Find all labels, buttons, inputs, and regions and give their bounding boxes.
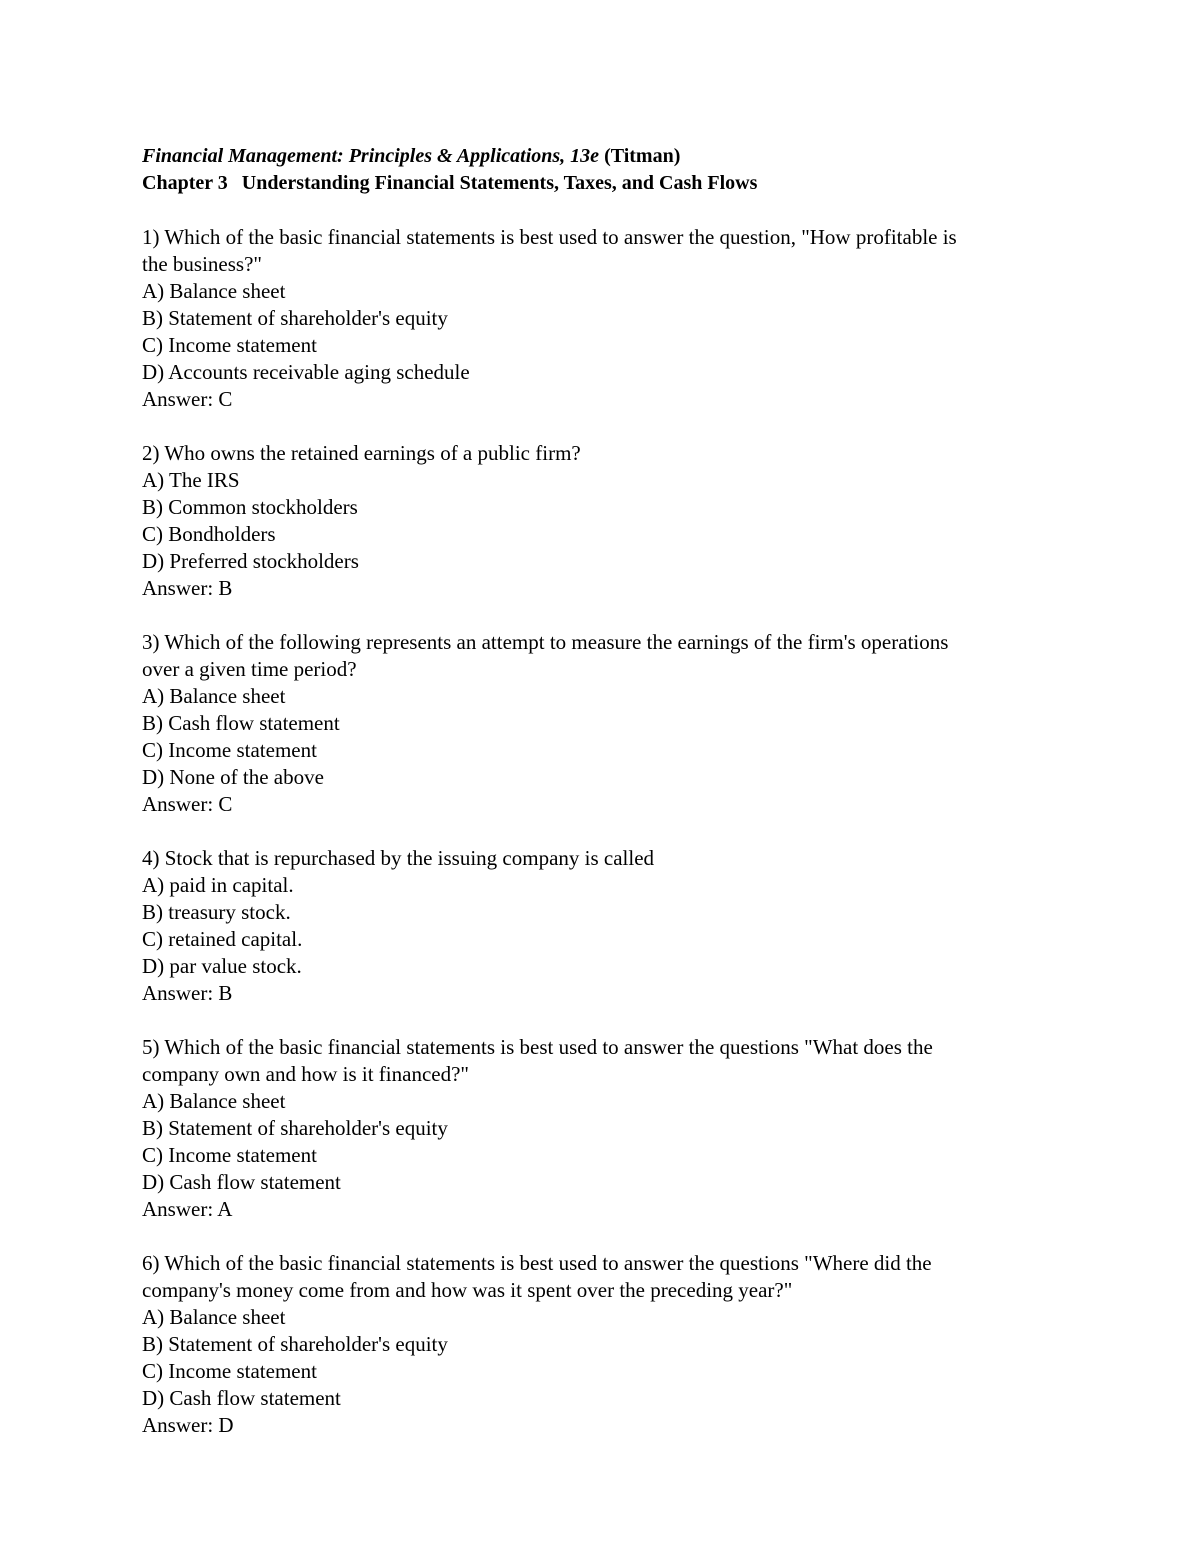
option-c: C) Income statement (142, 1143, 317, 1167)
option-b: B) Statement of shareholder's equity (142, 306, 448, 330)
question-stem-line-2: company's money come from and how was it spent over the preceding year?" (142, 1278, 793, 1302)
question-stem-line-1: 2) Who owns the retained earnings of a public firm? (142, 441, 581, 465)
question-6 (142, 1250, 1082, 1439)
option-b: B) Cash flow statement (142, 711, 340, 735)
chapter-title: Understanding Financial Statements, Taxes, and Cash Flows (241, 172, 758, 194)
option-c: C) Income statement (142, 333, 317, 357)
answer: Answer: A (142, 1197, 233, 1221)
option-d: D) par value stock. (142, 954, 302, 978)
option-d: D) Preferred stockholders (142, 549, 359, 573)
question-stem-line-1: 6) Which of the basic financial statements is best used to answer the questions "Where did the (142, 1251, 932, 1275)
option-b: B) Common stockholders (142, 495, 358, 519)
question-stem-line-1: 3) Which of the following represents an attempt to measure the earnings of the firm's operations (142, 630, 949, 654)
option-d: D) Accounts receivable aging schedule (142, 360, 470, 384)
answer: Answer: D (142, 1413, 234, 1437)
answer: Answer: C (142, 792, 233, 816)
chapter-heading (142, 170, 1082, 197)
option-a: A) Balance sheet (142, 684, 286, 708)
question-stem-line-2: the business?" (142, 252, 262, 276)
option-b: B) Statement of shareholder's equity (142, 1116, 448, 1140)
book-title-line (142, 143, 1082, 170)
option-d: D) Cash flow statement (142, 1170, 341, 1194)
option-a: A) The IRS (142, 468, 240, 492)
answer: Answer: B (142, 981, 233, 1005)
option-b: B) treasury stock. (142, 900, 291, 924)
question-1 (142, 224, 1082, 413)
book-title: Financial Management: Principles & Applications, 13e (142, 145, 600, 167)
question-3 (142, 629, 1082, 818)
question-stem-line-2: company own and how is it financed?" (142, 1062, 469, 1086)
option-b: B) Statement of shareholder's equity (142, 1332, 448, 1356)
option-a: A) Balance sheet (142, 1089, 286, 1113)
question-stem-line-2: over a given time period? (142, 657, 357, 681)
option-c: C) Income statement (142, 1359, 317, 1383)
option-a: A) Balance sheet (142, 1305, 286, 1329)
option-a: A) paid in capital. (142, 873, 294, 897)
question-4 (142, 845, 1082, 1007)
document-page (142, 143, 1082, 1439)
question-2 (142, 440, 1082, 602)
option-a: A) Balance sheet (142, 279, 286, 303)
option-c: C) Income statement (142, 738, 317, 762)
question-stem-line-1: 5) Which of the basic financial statements is best used to answer the questions "What does the (142, 1035, 933, 1059)
question-stem-line-1: 4) Stock that is repurchased by the issuing company is called (142, 846, 655, 870)
option-d: D) Cash flow statement (142, 1386, 341, 1410)
chapter-number: Chapter 3 (142, 172, 228, 194)
answer: Answer: B (142, 576, 233, 600)
question-stem-line-1: 1) Which of the basic financial statements is best used to answer the question, "How profitable is (142, 225, 957, 249)
option-d: D) None of the above (142, 765, 324, 789)
answer: Answer: C (142, 387, 233, 411)
question-5 (142, 1034, 1082, 1223)
book-author: (Titman) (604, 145, 681, 167)
option-c: C) Bondholders (142, 522, 276, 546)
option-c: C) retained capital. (142, 927, 303, 951)
